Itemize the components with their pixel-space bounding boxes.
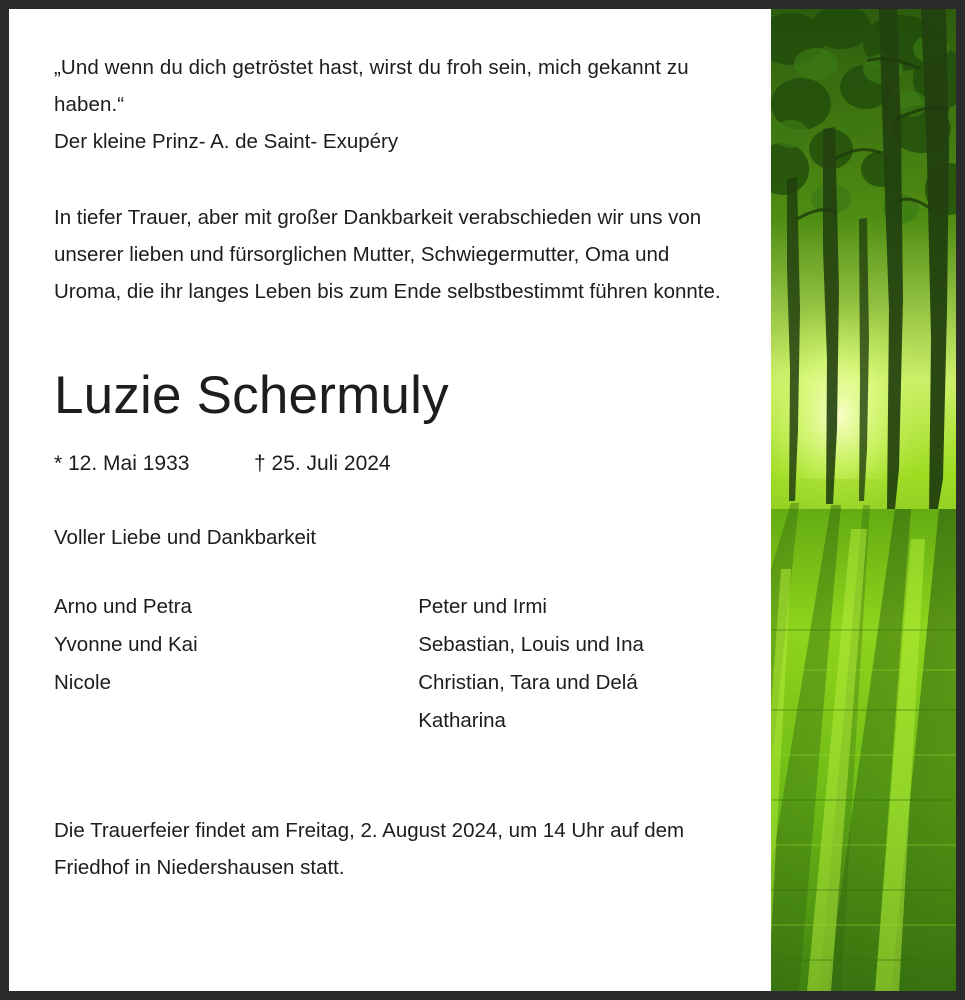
announcement-body: In tiefer Trauer, aber mit großer Dankbarkeit verabschieden wir uns von unserer lieben und fürsorglichen Mutter, Schwiegermutter, Oma und Uroma, die ihr langes Leben bis zum Ende selbstbestimmt führen konnte. <box>54 206 721 303</box>
frame-border-left <box>0 0 9 1000</box>
quote-text: „Und wenn du dich getröstet hast, wirst du froh sein, mich gekannt zu haben.“ <box>54 56 689 116</box>
mourners-column-left <box>54 588 418 740</box>
mourner-line: Nicole <box>54 671 111 694</box>
frame-border-bottom <box>0 991 965 1000</box>
mourners-column-right <box>418 588 729 740</box>
mourners-block <box>54 588 729 740</box>
mourner-line: Katharina <box>418 709 506 732</box>
dedication-line: Voller Liebe und Dankbarkeit <box>54 526 317 549</box>
life-dates <box>54 452 729 476</box>
deceased-name: Luzie Schermuly <box>54 366 449 425</box>
mourner-line: Sebastian, Louis und Ina <box>418 633 644 656</box>
mourner-line: Arno und Petra <box>54 595 192 618</box>
mourner-line: Yvonne und Kai <box>54 633 198 656</box>
forest-photo-graphic <box>771 9 956 991</box>
forest-meadow-photo <box>771 9 956 991</box>
mourner-line: Peter und Irmi <box>418 595 547 618</box>
frame-border-top <box>0 0 965 9</box>
frame-border-right <box>956 0 965 1000</box>
notice-text-column <box>9 9 771 991</box>
death-date: † 25. Juli 2024 <box>254 452 391 475</box>
mourner-line: Christian, Tara und Delá <box>418 671 638 694</box>
birth-date: * 12. Mai 1933 <box>54 452 190 475</box>
quote-attribution: Der kleine Prinz- A. de Saint- Exupéry <box>54 130 399 153</box>
funeral-service-info: Die Trauerfeier findet am Freitag, 2. August 2024, um 14 Uhr auf dem Friedhof in Niedershausen statt. <box>54 819 685 879</box>
